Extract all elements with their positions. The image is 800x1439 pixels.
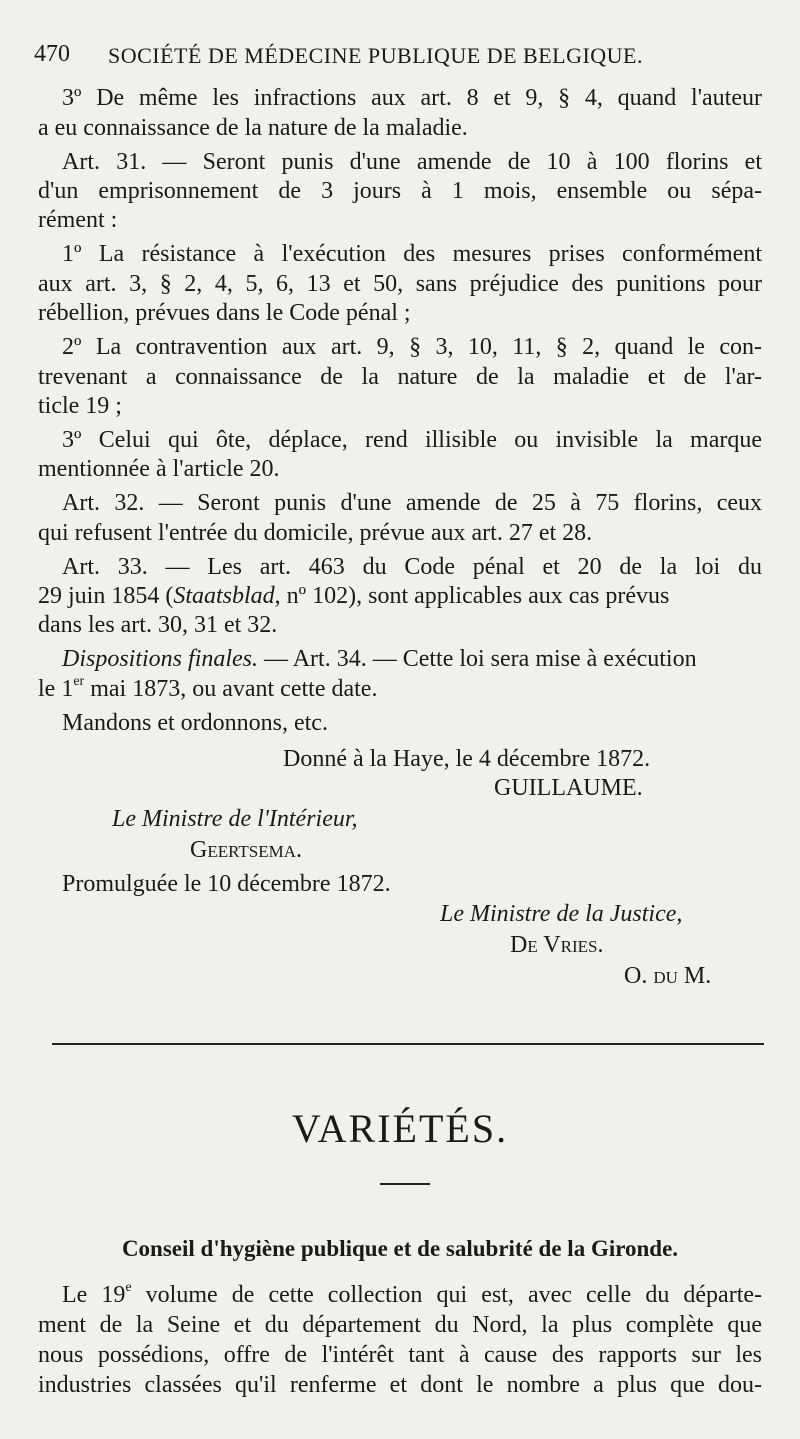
text-line: Art. 33. — Les art. 463 du Code pénal et 20 de la loi du xyxy=(62,554,762,580)
text-line: industries classées qu'il renferme et dont le nombre a plus que dou- xyxy=(38,1372,762,1398)
section-divider xyxy=(52,1043,764,1045)
text-line: aux art. 3, § 2, 4, 5, 6, 13 et 50, sans préjudice des punitions pour xyxy=(38,271,762,297)
text-line: ticle 19 ; xyxy=(38,393,122,419)
italic-fragment: Dispositions finales. xyxy=(62,646,259,672)
text-fragment: le 1 xyxy=(38,676,74,702)
signature-king: GUILLAUME. xyxy=(494,775,643,801)
text-line: 3º De même les infractions aux art. 8 et 9, § 4, quand l'auteur xyxy=(62,85,762,111)
minister-title: Le Ministre de la Justice, xyxy=(440,901,683,927)
text-line: qui refusent l'entrée du domicile, prévue aux art. 27 et 28. xyxy=(38,520,593,546)
text-line: mentionnée à l'article 20. xyxy=(38,456,280,482)
short-rule xyxy=(380,1183,430,1185)
text-line: rébellion, prévues dans le Code pénal ; xyxy=(38,300,411,326)
text-line: Art. 32. — Seront punis d'une amende de 25 à 75 florins, ceux xyxy=(62,490,762,516)
text-line: nous possédions, offre de l'intérêt tant à cause des rapports sur les xyxy=(38,1342,762,1368)
text-fragment: , nº 102), sont applicables aux cas prévus xyxy=(274,583,670,609)
text-fragment: mai 1873, ou avant cette date. xyxy=(84,676,378,702)
text-line xyxy=(38,675,377,703)
text-fragment: volume de cette collection qui est, avec celle du départe- xyxy=(131,1282,763,1308)
text-line: 3º Celui qui ôte, déplace, rend illisible ou invisible la marque xyxy=(62,427,762,453)
text-line: 1º La résistance à l'exécution des mesures prises conformément xyxy=(62,241,762,267)
text-line: ment de la Seine et du département du Nord, la plus complète que xyxy=(38,1312,762,1338)
author-initials: O. du M. xyxy=(624,963,712,989)
text-fragment: Le 19 xyxy=(62,1282,126,1308)
superscript: e xyxy=(125,1280,132,1295)
text-line: Mandons et ordonnons, etc. xyxy=(62,710,328,736)
text-line: rément : xyxy=(38,207,118,233)
article-heading: Conseil d'hygiène publique et de salubrité de la Gironde. xyxy=(121,1236,679,1261)
minister-name: Geertsema. xyxy=(190,837,303,863)
text-line xyxy=(38,582,762,610)
section-title: VARIÉTÉS. xyxy=(291,1106,509,1151)
text-line xyxy=(62,645,697,673)
text-line: Donné à la Haye, le 4 décembre 1872. xyxy=(283,746,651,772)
text-fragment: — Art. 34. — Cette loi sera mise à exécution xyxy=(258,646,697,672)
text-line: dans les art. 30, 31 et 32. xyxy=(38,612,278,638)
text-fragment: 29 juin 1854 ( xyxy=(38,583,174,609)
minister-title: Le Ministre de l'Intérieur, xyxy=(112,806,358,832)
text-line: Promulguée le 10 décembre 1872. xyxy=(62,871,391,897)
superscript: er xyxy=(73,674,85,689)
text-line xyxy=(62,1281,762,1309)
running-title: SOCIÉTÉ DE MÉDECINE PUBLIQUE DE BELGIQUE. xyxy=(108,43,643,68)
text-line: Art. 31. — Seront punis d'une amende de 10 à 100 florins et xyxy=(62,149,762,175)
text-line: trevenant a connaissance de la nature de la maladie et de l'ar- xyxy=(38,364,762,390)
minister-name: De Vries. xyxy=(510,932,604,958)
page-number: 470 xyxy=(34,41,70,67)
text-line: 2º La contravention aux art. 9, § 3, 10, 11, § 2, quand le con- xyxy=(62,334,762,360)
text-line: d'un emprisonnement de 3 jours à 1 mois, ensemble ou sépa- xyxy=(38,178,762,204)
text-line: a eu connaissance de la nature de la maladie. xyxy=(38,115,468,141)
italic-fragment: Staatsblad xyxy=(173,583,275,609)
